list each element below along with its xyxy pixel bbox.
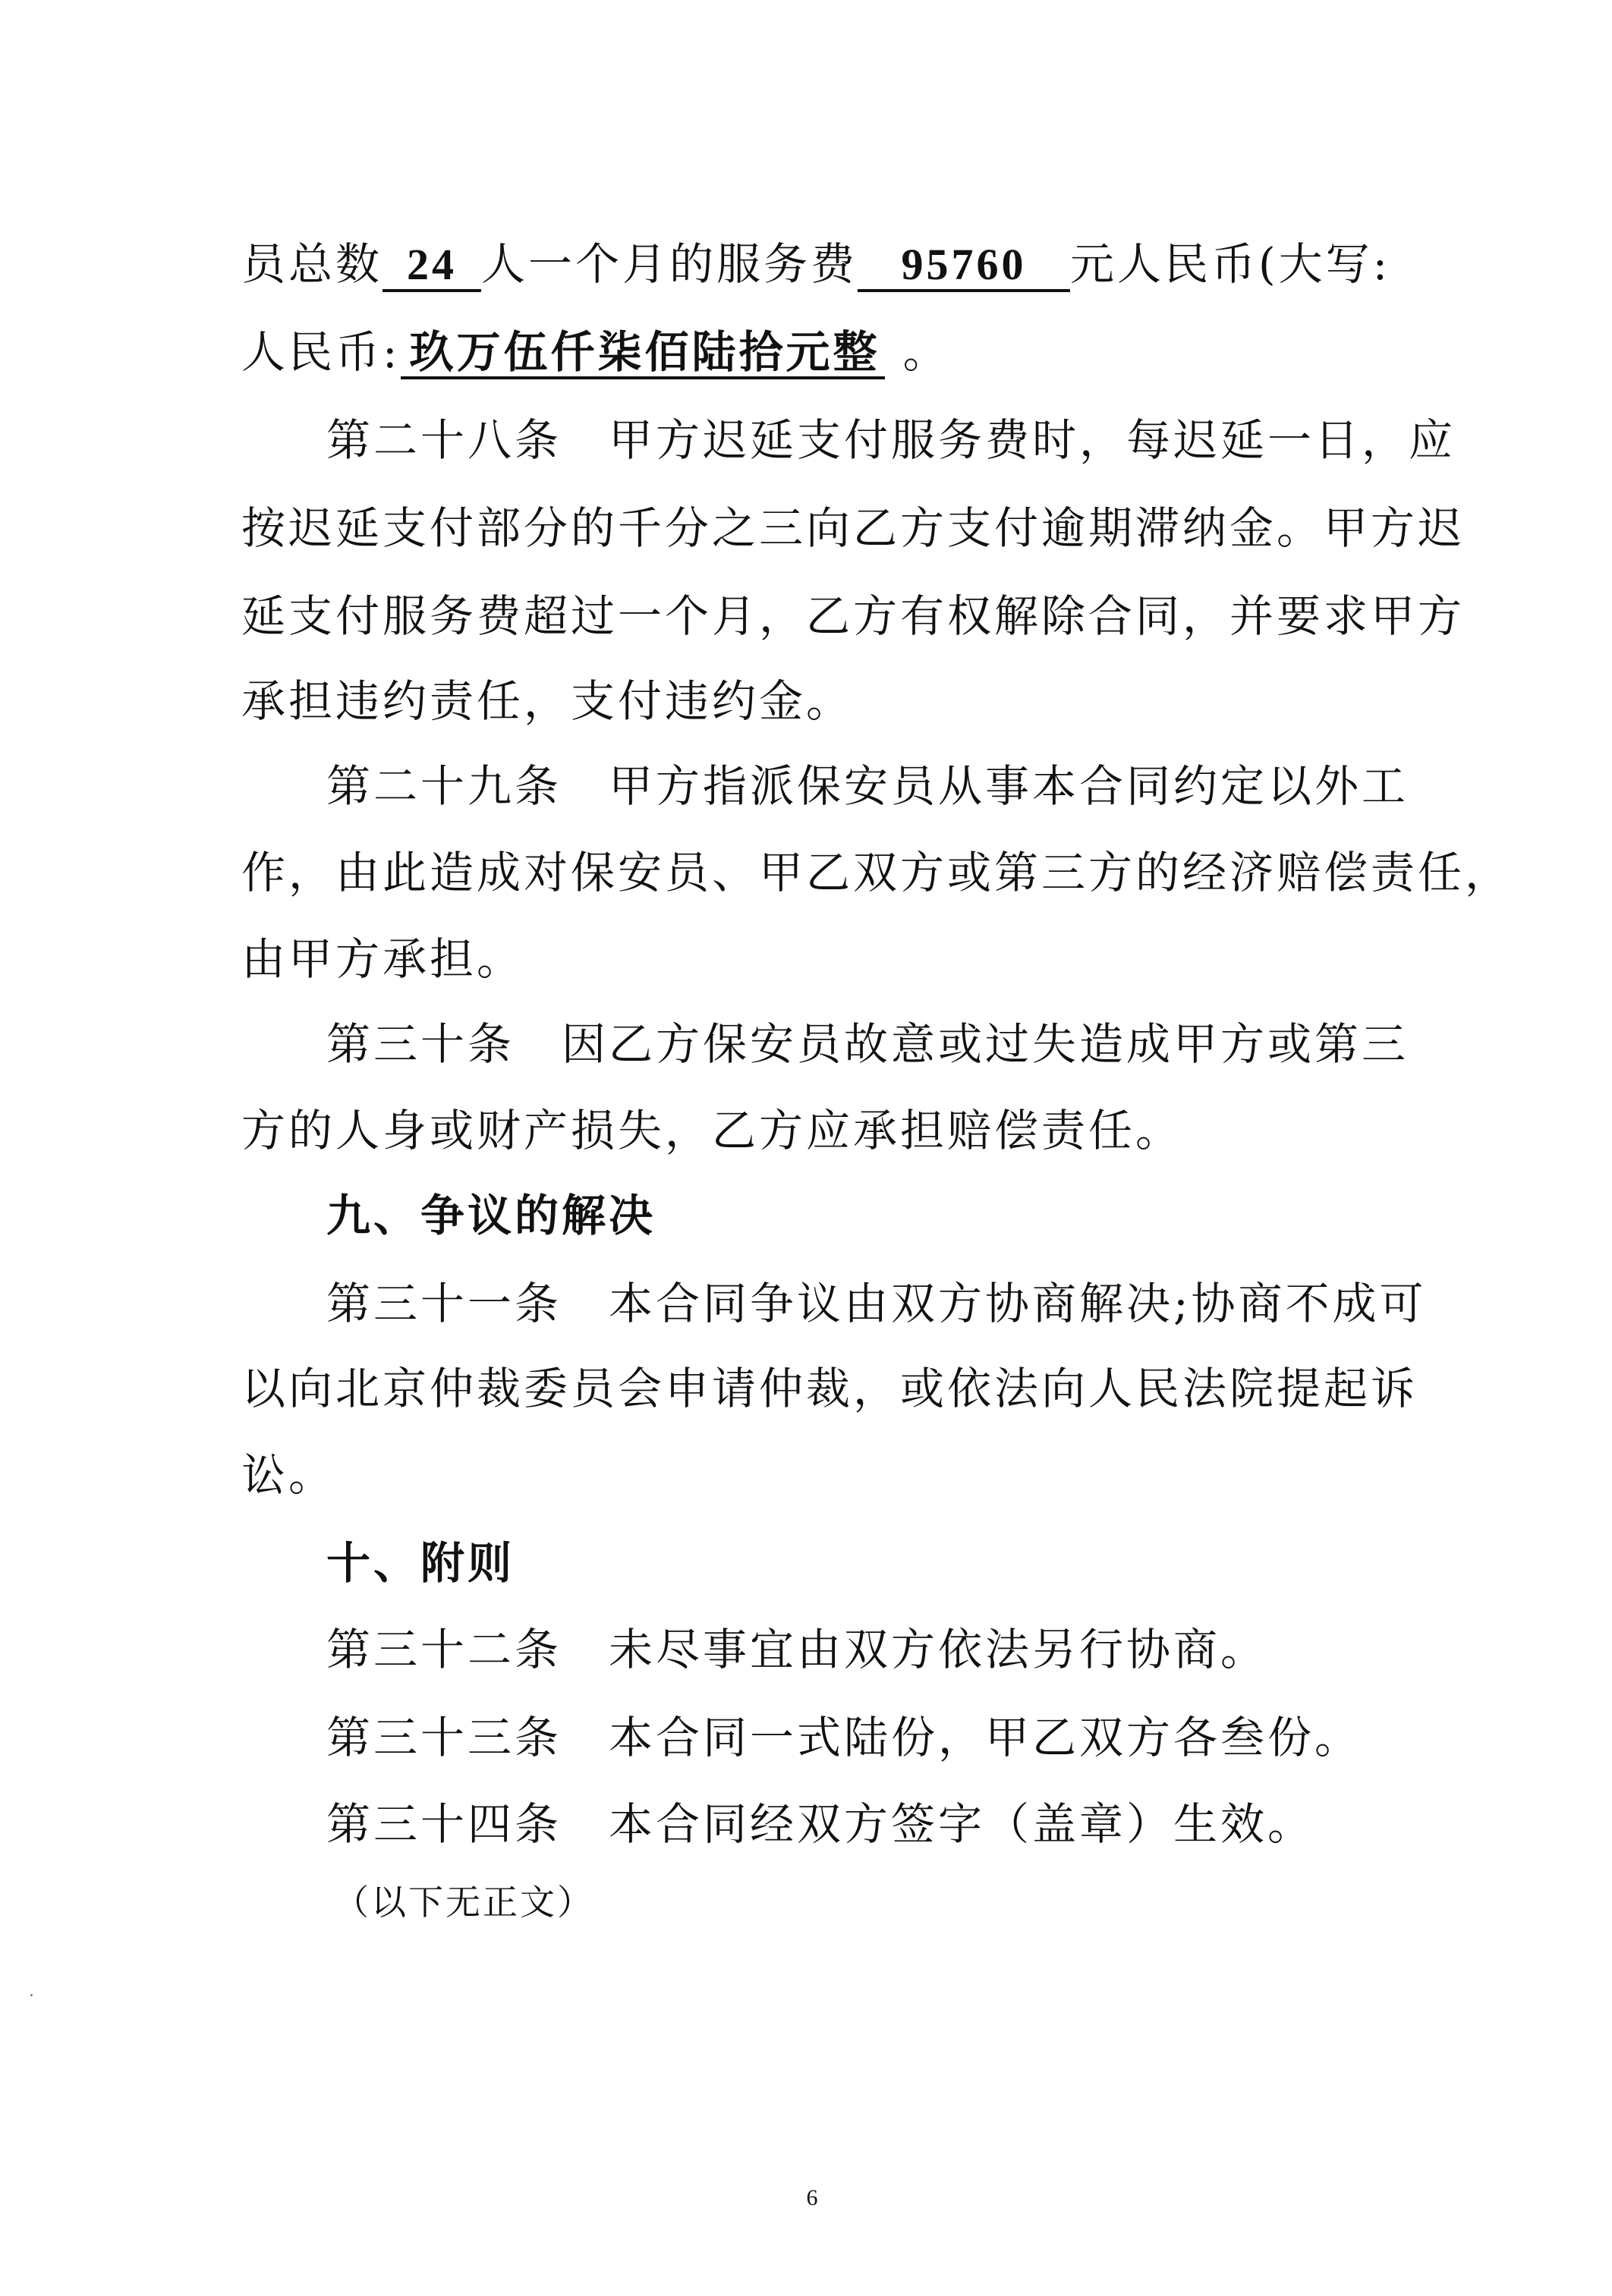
article-34: 第三十四条 本合同经双方签字（盖章）生效。 [326, 1798, 1315, 1850]
staff-count-field: 24 [383, 241, 481, 292]
article-29-line-2: 作，由此造成对保安员、甲乙双方或第三方的经济赔偿责任， [241, 847, 1513, 898]
fee-line-text-1: 员总数 [241, 238, 383, 290]
end-note: （以下无正文） [334, 1882, 594, 1923]
article-29-line-3: 由甲方承担。 [241, 933, 524, 985]
article-32: 第三十二条 未尽事宜由双方依法另行协商。 [326, 1624, 1268, 1675]
fee-line-text-3: 元人民币(大写: [1070, 238, 1391, 290]
article-30-line-1: 第三十条 因乙方保安员故意或过失造成甲方或第三 [326, 1018, 1409, 1070]
article-28-line-1: 第二十八条 甲方迟延支付服务费时，每迟延一日，应 [326, 414, 1456, 466]
amount-words-line [241, 322, 950, 382]
article-31-line-1: 第三十一条 本合同争议由双方协商解决;协商不成可 [326, 1278, 1427, 1329]
fee-line [241, 234, 1390, 294]
page-number: 6 [806, 2185, 818, 2210]
article-28-line-2: 按迟延支付部分的千分之三向乙方支付逾期滞纳金。甲方迟 [241, 502, 1466, 554]
article-31-line-3: 讼。 [241, 1449, 336, 1501]
article-28-line-3: 延支付服务费超过一个月，乙方有权解除合同，并要求甲方 [241, 590, 1466, 642]
article-28-line-4: 承担违约责任，支付违约金。 [241, 675, 854, 727]
fee-line-text-2: 人一个月的服务费 [481, 238, 858, 290]
amount-in-words-field: 玖万伍仟柒佰陆拾元整 [401, 328, 885, 379]
fee-amount-field: 95760 [858, 241, 1070, 292]
scan-speck [30, 1994, 33, 1996]
section-10-heading: 十、附则 [326, 1537, 515, 1589]
amount-words-end: 。 [902, 326, 950, 378]
section-9-heading: 九、争议的解决 [326, 1190, 656, 1241]
article-33: 第三十三条 本合同一式陆份，甲乙双方各叁份。 [326, 1712, 1362, 1763]
amount-words-label: 人民币: [241, 326, 401, 378]
article-29-line-1: 第二十九条 甲方指派保安员从事本合同约定以外工 [326, 760, 1409, 812]
article-30-line-2: 方的人身或财产损失，乙方应承担赔偿责任。 [241, 1105, 1183, 1156]
article-31-line-2: 以向北京仲裁委员会申请仲裁，或依法向人民法院提起诉 [241, 1363, 1418, 1414]
